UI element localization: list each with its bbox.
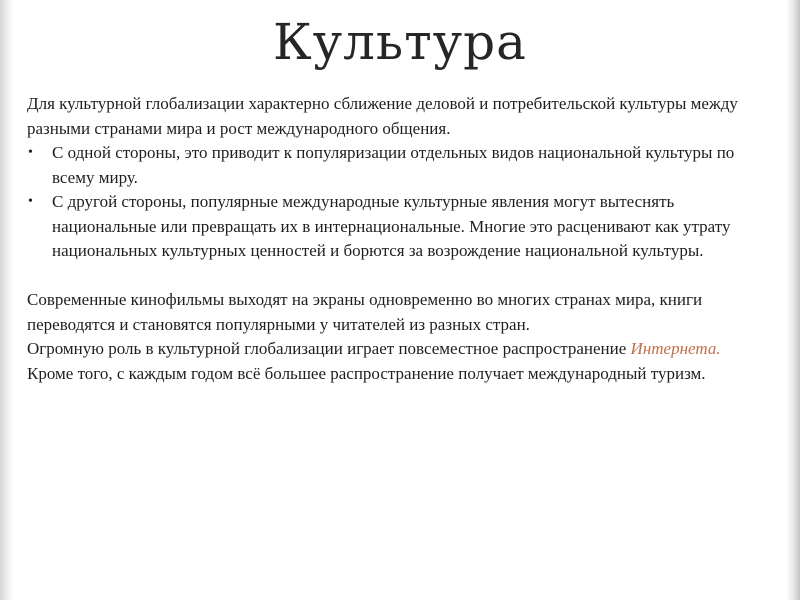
tourism-paragraph: Кроме того, с каждым годом всё большее распространение получает международный туризм. (27, 363, 706, 383)
internet-link[interactable]: Интернета. (630, 339, 721, 358)
internet-paragraph (27, 337, 777, 362)
slide-right-edge (786, 0, 800, 600)
bullet-text: С другой стороны, популярные международные культурные явления могут вытеснять национальные или превращать их в интернациональные. Многие это расценивают как утрату национальных культурных ценностей и борются за возрождение национальной культуры. (52, 192, 731, 260)
bullet-text: С одной стороны, это приводит к популяризации отдельных видов национальной культуры по всему миру. (52, 143, 735, 187)
bullet-item (27, 190, 777, 264)
bullet-item (27, 141, 777, 190)
slide-left-edge (0, 0, 14, 600)
intro-paragraph: Для культурной глобализации характерно сближение деловой и потребительской культуры между разными странами мира и рост международного общения. (27, 94, 738, 138)
slide-title: Культура (273, 13, 527, 71)
internet-paragraph-text: Огромную роль в культурной глобализации играет повсеместное распространение (27, 339, 631, 358)
bullet-list (27, 141, 777, 264)
bullet-dot-icon: • (28, 194, 33, 209)
paragraph-spacer (27, 264, 777, 289)
bullet-dot-icon: • (28, 145, 33, 160)
cinema-paragraph: Современные кинофильмы выходят на экраны одновременно во многих странах мира, книги переводятся и становятся популярными у читателей из разных стран. (27, 290, 703, 334)
slide-content (27, 92, 777, 386)
